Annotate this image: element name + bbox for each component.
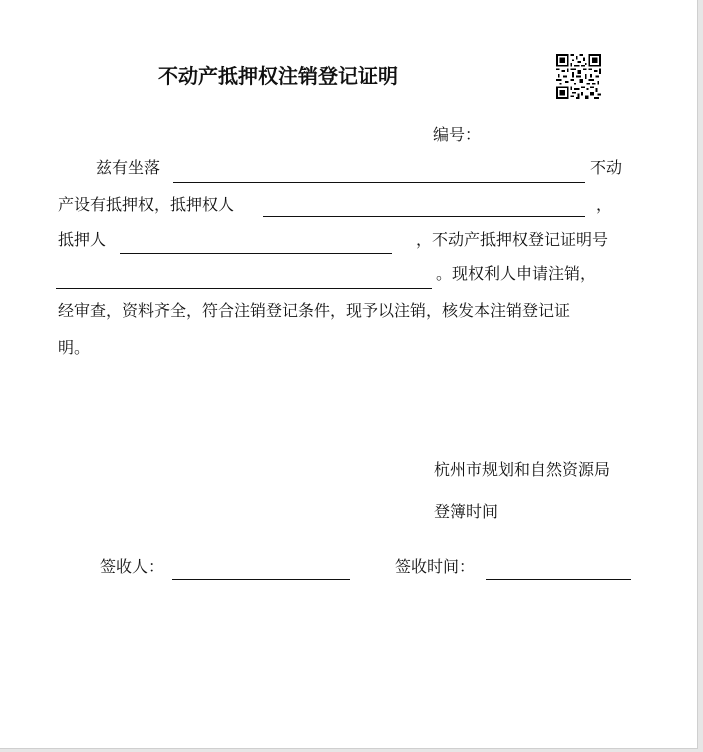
mortgagor-blank-line — [120, 253, 392, 254]
right-gutter — [698, 0, 703, 752]
signer-label: 签收人： — [100, 557, 165, 576]
signer-blank-line — [172, 579, 350, 580]
certificate-number-blank-line — [56, 288, 432, 289]
sign-time-blank-line — [486, 579, 631, 580]
sign-time-label: 签收时间： — [395, 557, 476, 576]
body-line3-end: ，不动产抵押权登记证明号 — [416, 230, 609, 249]
body-line5: 经审查，资料齐全，符合注销登记条件，现予以注销，核发本注销登记证 — [58, 301, 571, 320]
location-blank-line — [173, 182, 585, 183]
body-line1-end: 不动 — [590, 158, 623, 177]
body-line1-start: 兹有坐落 — [96, 158, 161, 177]
qr-code-icon — [556, 54, 601, 99]
page-title: 不动产抵押权注销登记证明 — [158, 64, 398, 88]
number-label: 编号： — [433, 125, 482, 144]
mortgagee-blank-line — [263, 216, 585, 217]
body-line2-start: 产设有抵押权，抵押权人 — [58, 195, 235, 214]
body-line4-end: 。现权利人申请注销， — [436, 264, 597, 283]
issuer-name: 杭州市规划和自然资源局 — [434, 460, 611, 479]
body-line3-start: 抵押人 — [58, 230, 107, 249]
body-line2-end: ， — [596, 195, 613, 214]
body-line6: 明。 — [58, 338, 91, 357]
record-time-label: 登簿时间 — [434, 502, 499, 521]
